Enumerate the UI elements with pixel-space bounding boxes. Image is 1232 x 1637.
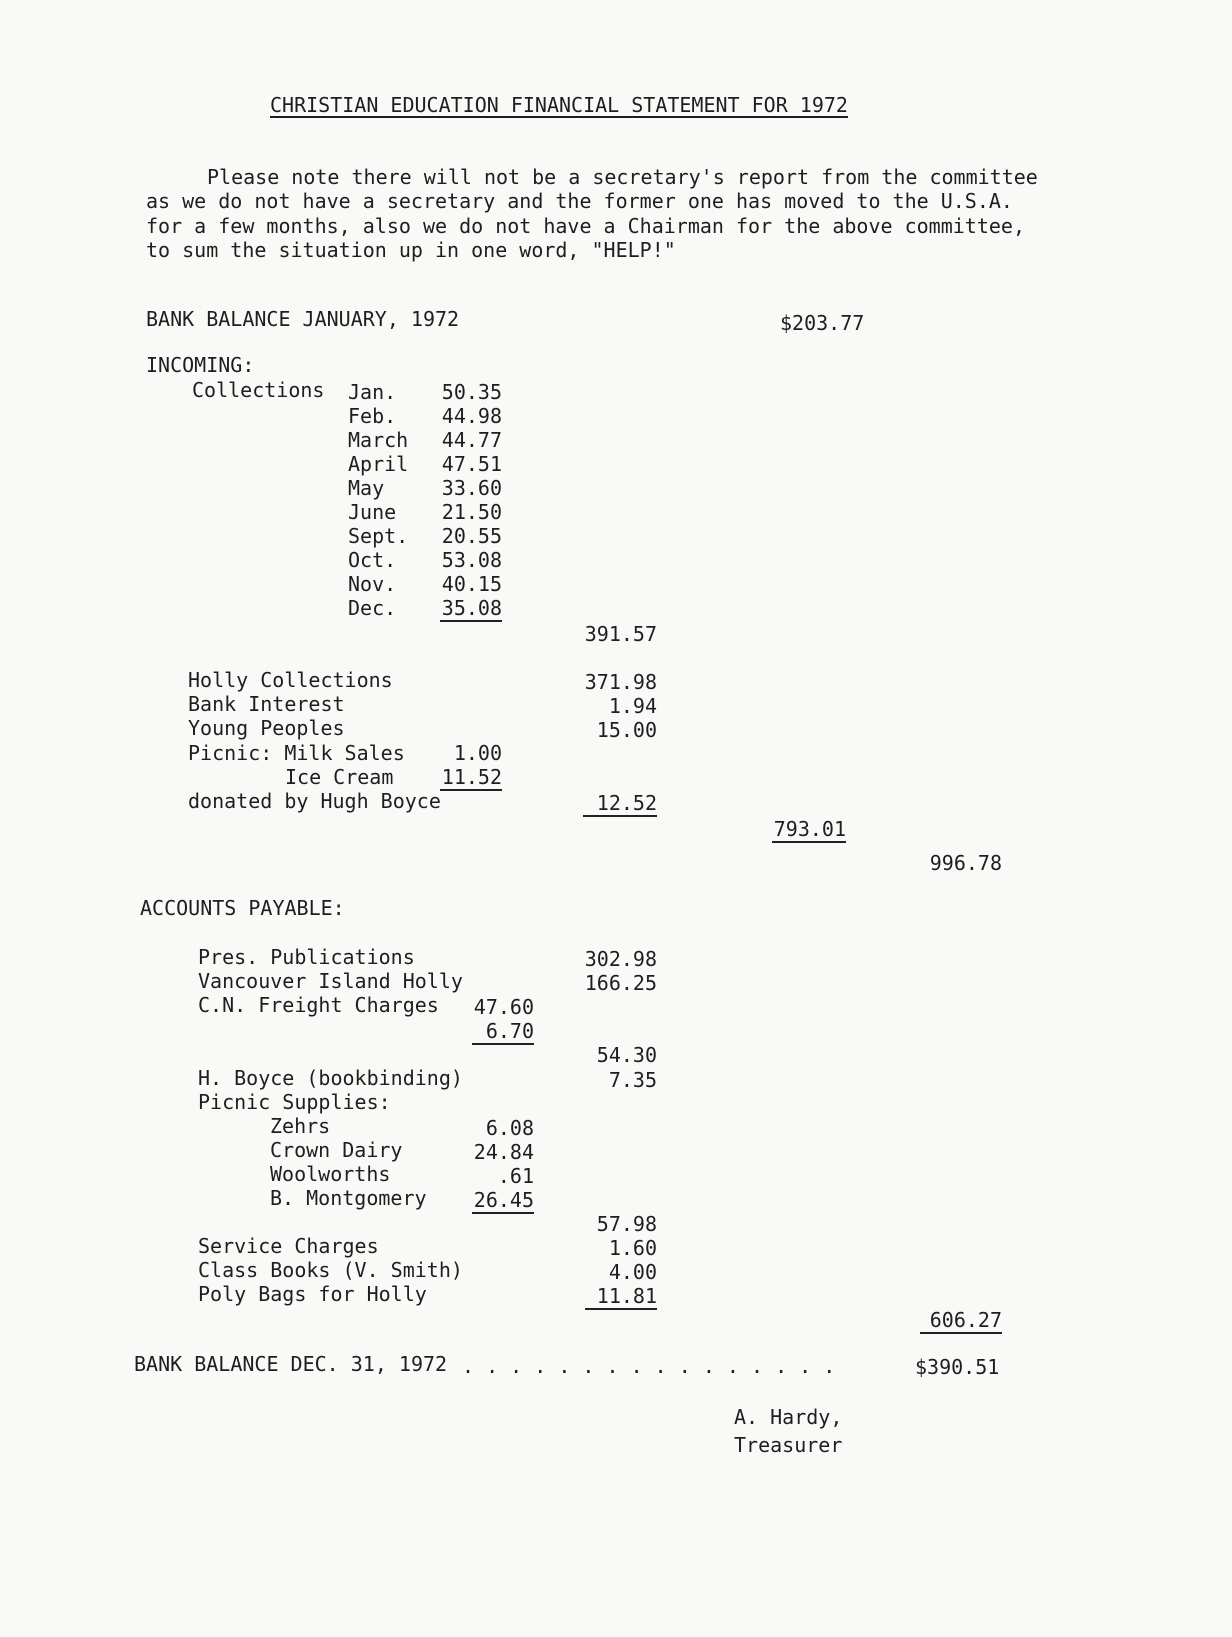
month-amount: 21.50	[441, 500, 502, 524]
month-label: April	[348, 452, 409, 476]
holly-label: Holly Collections	[188, 668, 393, 692]
month-amount: 44.77	[441, 428, 502, 452]
supply-amount: 26.45	[473, 1188, 534, 1212]
poly-bags-amount: 11.81	[585, 1284, 657, 1310]
intro-line-4: to sum the situation up in one word, "HELP!"	[146, 238, 676, 262]
interest-label: Bank Interest	[188, 692, 345, 716]
month-amount: 40.15	[441, 572, 502, 596]
month-label: Sept.	[348, 524, 409, 548]
intro-line-1: Please note there will not be a secretary's report from the committee	[207, 165, 1038, 189]
month-amount: 47.51	[441, 452, 502, 476]
subtotal-amount: 996.78	[929, 851, 1002, 875]
young-peoples-amount: 15.00	[596, 718, 657, 742]
class-books-label: Class Books (V. Smith)	[198, 1258, 463, 1282]
service-charges-label: Service Charges	[198, 1234, 379, 1258]
collections-total: 391.57	[584, 622, 657, 646]
cn-freight-amount-1: 47.60	[473, 995, 534, 1019]
month-amount: 50.35	[441, 380, 502, 404]
holly-amount: 371.98	[584, 670, 657, 694]
young-peoples-label: Young Peoples	[188, 716, 345, 740]
service-charges-amount: 1.60	[608, 1236, 657, 1260]
month-label: Oct.	[348, 548, 397, 572]
intro-line-2: as we do not have a secretary and the former one has moved to the U.S.A.	[146, 189, 1013, 213]
supply-amount: 6.08	[485, 1116, 534, 1140]
ice-cream-label: Ice Cream	[285, 765, 394, 789]
opening-balance-amount: $203.77	[780, 311, 865, 335]
month-amount: 53.08	[441, 548, 502, 572]
payable-heading: ACCOUNTS PAYABLE:	[140, 896, 345, 920]
donated-label: donated by Hugh Boyce	[188, 789, 441, 813]
class-books-amount: 4.00	[608, 1260, 657, 1284]
supply-name: B. Montgomery	[270, 1186, 427, 1210]
total-incoming: 793.01	[773, 817, 846, 841]
picnic-label: Picnic: Milk Sales	[188, 741, 405, 765]
picnic-supplies-label: Picnic Supplies:	[198, 1090, 391, 1114]
supply-name: Crown Dairy	[270, 1138, 403, 1162]
vi-holly-amount: 166.25	[584, 971, 657, 995]
cn-freight-amount-2: 6.70	[472, 1019, 534, 1045]
month-label: Nov.	[348, 572, 397, 596]
supply-name: Woolworths	[270, 1162, 391, 1186]
boyce-label: H. Boyce (bookbinding)	[198, 1066, 463, 1090]
month-label: Dec.	[348, 596, 397, 620]
cn-freight-label: C.N. Freight Charges	[198, 993, 439, 1017]
month-label: June	[348, 500, 397, 524]
supply-amount: 24.84	[473, 1140, 534, 1164]
signature-name: A. Hardy,	[734, 1405, 843, 1429]
month-amount: 35.08	[441, 596, 502, 620]
interest-amount: 1.94	[608, 694, 657, 718]
vi-holly-label: Vancouver Island Holly	[198, 969, 463, 993]
month-amount: 33.60	[441, 476, 502, 500]
picnic-total: 12.52	[583, 791, 657, 817]
ice-cream-amount: 11.52	[441, 765, 502, 789]
intro-line-3: for a few months, also we do not have a Chairman for the above committee,	[146, 214, 1025, 238]
closing-balance-label: BANK BALANCE DEC. 31, 1972	[134, 1352, 448, 1376]
pres-publications-label: Pres. Publications	[198, 945, 415, 969]
poly-bags-label: Poly Bags for Holly	[198, 1282, 427, 1306]
total-payable: 606.27	[920, 1308, 1002, 1334]
closing-balance-amount: $390.51	[915, 1355, 1000, 1379]
boyce-amount: 7.35	[608, 1068, 657, 1092]
supplies-total: 57.98	[596, 1212, 657, 1236]
closing-balance-leader: . . . . . . . . . . . . . . . .	[462, 1354, 836, 1378]
pres-publications-amount: 302.98	[584, 947, 657, 971]
month-label: May	[348, 476, 385, 500]
supply-name: Zehrs	[270, 1114, 331, 1138]
milk-sales-amount: 1.00	[453, 741, 502, 765]
month-amount: 44.98	[441, 404, 502, 428]
opening-balance-label: BANK BALANCE JANUARY, 1972	[146, 307, 460, 331]
document-title: CHRISTIAN EDUCATION FINANCIAL STATEMENT FOR 1972	[270, 93, 848, 117]
month-label: Feb.	[348, 404, 397, 428]
month-label: March	[348, 428, 409, 452]
cn-freight-total: 54.30	[596, 1043, 657, 1067]
month-amount: 20.55	[441, 524, 502, 548]
collections-label: Collections	[192, 378, 325, 402]
supply-amount: .61	[497, 1164, 534, 1188]
month-label: Jan.	[348, 380, 397, 404]
signature-role: Treasurer	[734, 1433, 843, 1457]
incoming-heading: INCOMING:	[146, 353, 255, 377]
